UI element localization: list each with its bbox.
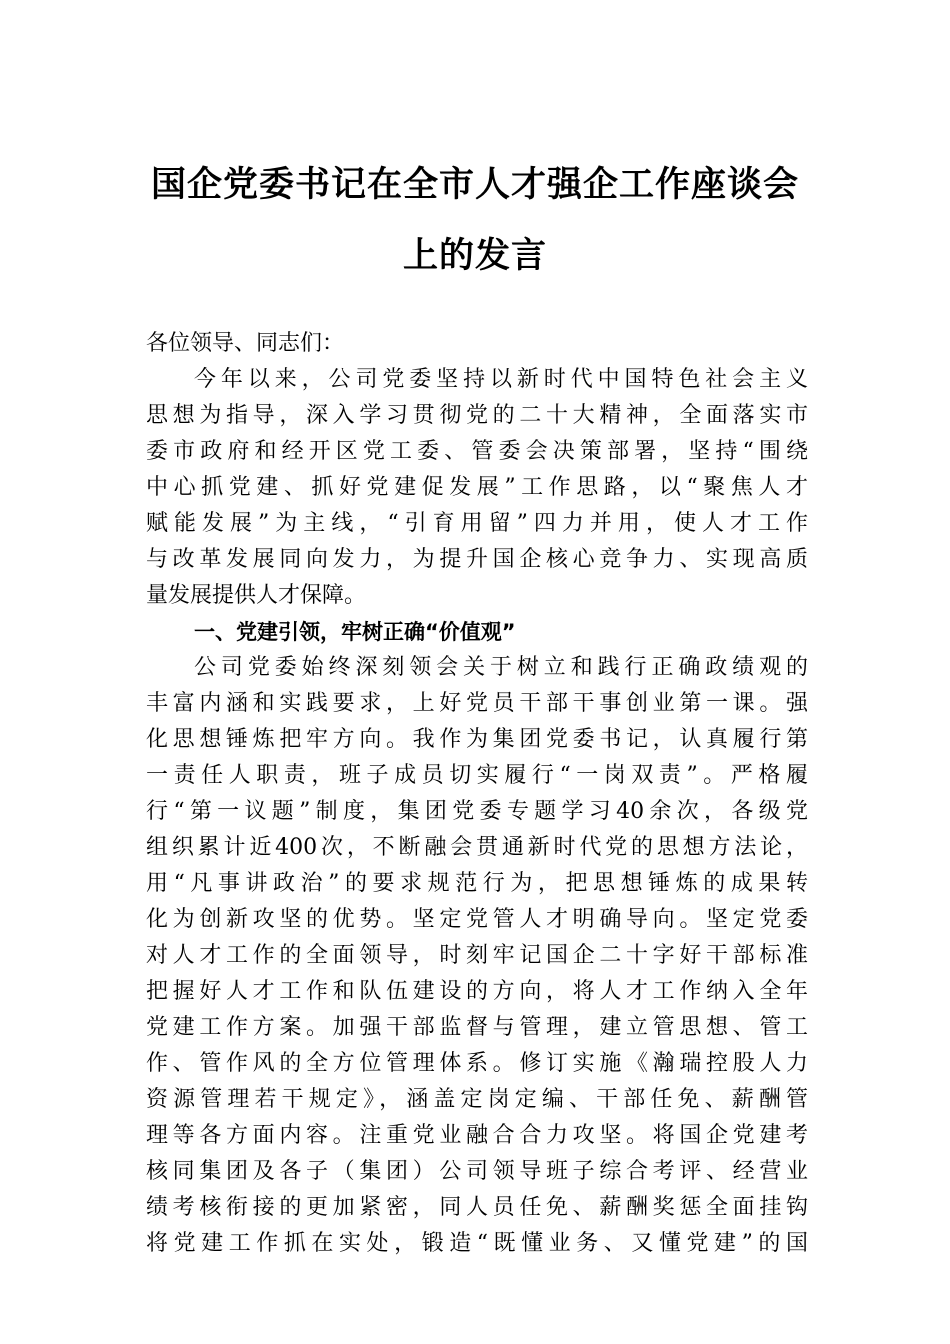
document-title-line-1: 国企党委书记在全市人才强企工作座谈会 <box>150 164 799 205</box>
document-title-line-2: 上的发言 <box>402 235 547 276</box>
paragraph-line: 行“第一议题”制度，集团党委专题学习40余次，各级党 <box>146 799 808 824</box>
paragraph-line: 化为创新攻坚的优势。坚定党管人才明确导向。坚定党委 <box>146 907 808 932</box>
paragraph-line: 量发展提供人才保障。 <box>146 583 367 608</box>
paragraph-line: 中心抓党建、抓好党建促发展”工作思路，以“聚焦人才 <box>146 475 808 500</box>
paragraph-line: 一责任人职责，班子成员切实履行“一岗双责”。严格履 <box>146 763 808 788</box>
paragraph-line: 绩考核衔接的更加紧密，同人员任免、薪酬奖惩全面挂钩 <box>146 1195 808 1220</box>
paragraph-line: 资源管理若干规定》，涵盖定岗定编、干部任免、薪酬管 <box>146 1087 808 1112</box>
paragraph-line: 委市政府和经开区党工委、管委会决策部署，坚持“围绕 <box>146 439 808 464</box>
paragraph-line: 赋能发展”为主线，“引育用留”四力并用，使人才工作 <box>146 511 808 536</box>
paragraph-line: 对人才工作的全面领导，时刻牢记国企二十字好干部标准 <box>146 943 808 968</box>
paragraph-line: 与改革发展同向发力，为提升国企核心竞争力、实现高质 <box>146 547 808 572</box>
paragraph-line: 思想为指导，深入学习贯彻党的二十大精神，全面落实市 <box>146 403 808 428</box>
paragraph-line: 用“凡事讲政治”的要求规范行为，把思想锤炼的成果转 <box>146 871 808 896</box>
salutation: 各位领导、同志们： <box>146 331 345 356</box>
paragraph-line: 核同集团及各子（集团）公司领导班子综合考评、经营业 <box>146 1159 808 1184</box>
paragraph-line: 公司党委始终深刻领会关于树立和践行正确政绩观的 <box>194 655 808 680</box>
paragraph-line: 组织累计近400次，不断融会贯通新时代党的思想方法论， <box>146 835 808 860</box>
paragraph-line: 将党建工作抓在实处，锻造“既懂业务、又懂党建”的国 <box>146 1231 808 1256</box>
paragraph-line: 理等各方面内容。注重党业融合合力攻坚。将国企党建考 <box>146 1123 808 1148</box>
document-body <box>146 326 808 1262</box>
paragraph-line: 作、管作风的全方位管理体系。修订实施《瀚瑞控股人力 <box>146 1051 808 1076</box>
paragraph-line: 丰富内涵和实践要求，上好党员干部干事创业第一课。强 <box>146 691 808 716</box>
paragraph-line: 化思想锤炼把牢方向。我作为集团党委书记，认真履行第 <box>146 727 808 752</box>
paragraph-line: 把握好人才工作和队伍建设的方向，将人才工作纳入全年 <box>146 979 808 1004</box>
paragraph-line: 党建工作方案。加强干部监督与管理，建立管思想、管工 <box>146 1015 808 1040</box>
section-heading: 一、党建引领，牢树正确“价值观” <box>194 620 516 644</box>
paragraph-line: 今年以来，公司党委坚持以新时代中国特色社会主义 <box>194 367 808 392</box>
